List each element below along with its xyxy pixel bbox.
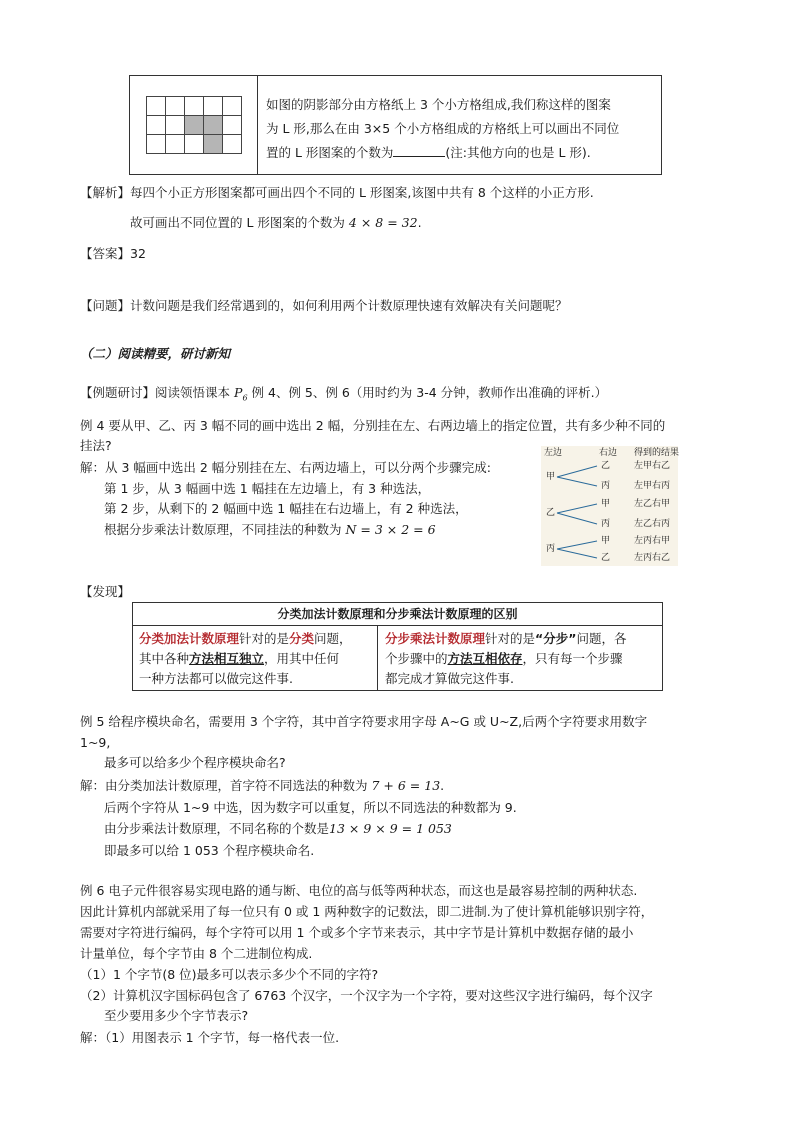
tree-right-2a: 甲 (601, 499, 611, 509)
ex6-question-2a: （2）计算机汉字国标码包含了 6763 个汉字，一个汉字为一个字符，要对这些汉字进行编码，每个汉字 (80, 988, 653, 1003)
right-text-3: 个步骤中的 (385, 651, 448, 666)
problem-line-1: 如图的阴影部分由方格纸上 3 个小方格组成,我们称这样的图案 (266, 97, 611, 112)
tree-diagram (541, 446, 678, 566)
ex5-line-3: 最多可以给多少个程序模块命名? (104, 755, 286, 770)
ex6-line-3: 需要对字符进行编码，每个字符可以用 1 个或多个字节来表示，其中字节是计算机中数据存储的最小 (80, 925, 634, 940)
page-ref: $P_6$ (234, 385, 248, 403)
ex4-solution-2: 第 1 步，从 3 幅画中选 1 幅挂在左边墙上，有 3 种选法， (104, 481, 431, 496)
ex6-question-2b: 至少要用多少个字节表示? (104, 1008, 249, 1023)
analysis-text-2: 故可画出不同位置的 L 形图案的个数为 (130, 215, 345, 230)
left-key: 分类 (289, 631, 315, 646)
tree-header-left: 左边 (544, 448, 563, 458)
grid-figure (146, 96, 242, 154)
right-key: “分步” (535, 631, 577, 646)
ex6-line-2: 因此计算机内部就采用了每一位只有 0 或 1 两种数字的记数法，即二进制.为了使计算机能够识别字符， (80, 904, 654, 919)
tree-result-3a: 左丙右甲 (634, 536, 671, 546)
tree-result-1b: 左甲右丙 (634, 481, 671, 491)
ex5-line-1: 例 5 给程序模块命名，需要用 3 个字符，其中首字符要求用字母 A~G 或 U~Z,后两个字符要求用数字 (80, 714, 648, 729)
ex4-solution-4a: 根据分步乘法计数原理，不同挂法的种数为 (104, 522, 342, 537)
problem-line-3 (266, 144, 591, 162)
ex6-line-4: 计量单位，每个字节由 8 个二进制位构成. (80, 946, 313, 961)
left-text-4: ，用其中任何 (264, 651, 340, 666)
analysis-formula: 4 × 8 = 32 (348, 215, 418, 230)
ex4-solution-3: 第 2 步，从剩下的 2 幅画中选 1 幅挂在右边墙上，有 2 种选法， (104, 501, 468, 516)
comparison-table (132, 602, 663, 691)
ex5-solution-1a: 解：由分类加法计数原理，首字符不同选法的种数为 (80, 778, 368, 793)
tree-right-1a: 乙 (601, 461, 611, 471)
ex5-period: . (440, 778, 445, 793)
ex5-formula-2: 13 × 9 × 9 = 1 053 (329, 821, 452, 836)
right-text-2: 问题，各 (576, 631, 627, 646)
ex4-formula: N = 3 × 2 = 6 (345, 522, 436, 537)
right-term: 分步乘法计数原理 (385, 631, 486, 646)
ex5-solution-1 (80, 777, 444, 795)
left-text-5: 一种方法都可以做完这件事. (139, 671, 293, 686)
answer-tag: 【答案】 (80, 246, 131, 261)
tree-right-3a: 甲 (601, 536, 611, 546)
analysis-tag: 【解析】 (80, 185, 131, 200)
comparison-title: 分类加法计数原理和分步乘法计数原理的区别 (133, 603, 662, 626)
comparison-right-cell (379, 626, 662, 690)
question-tag: 【问题】 (80, 298, 131, 313)
tree-left-3: 丙 (546, 544, 556, 554)
analysis-text-1: 每四个小正方形图案都可画出四个不同的 L 形图案,该图中共有 8 个这样的小正方形. (130, 185, 594, 200)
left-text-1: 针对的是 (239, 631, 290, 646)
problem-box (129, 75, 662, 175)
right-key-2: 方法互相依存 (447, 651, 523, 666)
comparison-left-cell (133, 626, 378, 690)
tree-result-1a: 左甲右乙 (634, 461, 671, 471)
problem-line-3a: 置的 L 形图案的个数为 (266, 145, 394, 160)
tree-header-result: 得到的结果 (634, 448, 680, 458)
ex4-solution-1: 解：从 3 幅画中选出 2 幅分别挂在左、右两边墙上，可以分两个步骤完成: (80, 460, 492, 475)
right-text-1: 针对的是 (485, 631, 536, 646)
left-text-3: 其中各种 (139, 651, 190, 666)
ex5-line-2: 1~9, (80, 735, 111, 750)
analysis-period: . (417, 215, 422, 230)
tree-right-3b: 乙 (601, 553, 611, 563)
ex5-solution-3a: 由分步乘法计数原理，不同名称的个数是 (104, 821, 330, 836)
problem-line-3b: (注:其他方向的也是 L 形). (445, 145, 591, 160)
ex4-line-1: 例 4 要从甲、乙、丙 3 幅不同的画中选出 2 幅，分别挂在左、右两边墙上的指定位置，共有多少种不同的 (80, 418, 666, 433)
example-study-text-a: 阅读领悟课本 (155, 385, 231, 400)
left-text-2: 问题， (314, 631, 352, 646)
answer-line (80, 245, 146, 263)
ex4-solution-4 (104, 521, 436, 539)
analysis-line-2 (130, 214, 422, 232)
discovery-tag: 【发现】 (80, 584, 131, 599)
tree-right-1b: 丙 (601, 481, 611, 491)
tree-result-2a: 左乙右甲 (634, 499, 671, 509)
right-text-5: 都完成才算做完这件事. (385, 671, 514, 686)
ex5-solution-2: 后两个字符从 1~9 中选，因为数字可以重复，所以不同选法的种数都为 9. (104, 800, 517, 815)
tree-header-right: 右边 (599, 448, 618, 458)
analysis-line-1 (80, 184, 594, 202)
tree-result-2b: 左乙右丙 (634, 519, 671, 529)
ex5-solution-4: 即最多可以给 1 053 个程序模块命名. (104, 843, 315, 858)
answer-blank (393, 144, 445, 157)
right-text-4: ，只有每一个步骤 (522, 651, 623, 666)
section-heading: （二）阅读精要，研讨新知 (80, 346, 231, 361)
ex4-line-2: 挂法? (80, 438, 112, 453)
tree-right-2b: 丙 (601, 519, 611, 529)
ex6-solution-1: 解：（1）用图表示 1 个字节，每一格代表一位. (80, 1030, 340, 1045)
tree-left-1: 甲 (546, 472, 556, 482)
ex6-question-1: （1）1 个字节(8 位)最多可以表示多少个不同的字符? (80, 967, 379, 982)
example-study-line (80, 384, 607, 408)
left-key-2: 方法相互独立 (189, 651, 265, 666)
example-study-tag: 【例题研讨】 (80, 385, 156, 400)
ex5-formula-1: 7 + 6 = 13 (371, 778, 441, 793)
ex5-solution-3 (104, 820, 452, 838)
answer-value: 32 (130, 246, 146, 261)
question-text: 计数问题是我们经常遇到的，如何利用两个计数原理快速有效解决有关问题呢？ (130, 298, 568, 313)
problem-line-2: 为 L 形,那么在由 3×5 个小方格组成的方格纸上可以画出不同位 (266, 121, 620, 136)
tree-left-2: 乙 (546, 508, 556, 518)
box-divider (257, 76, 258, 174)
tree-result-3b: 左丙右乙 (634, 553, 671, 563)
left-term: 分类加法计数原理 (139, 631, 240, 646)
example-study-text-b: 例 4、例 5、例 6（用时约为 3-4 分钟，教师作出准确的评析.） (251, 385, 608, 400)
question-line (80, 297, 568, 315)
ex6-line-1: 例 6 电子元件很容易实现电路的通与断、电位的高与低等两种状态，而这也是最容易控制的两种状态. (80, 883, 638, 898)
